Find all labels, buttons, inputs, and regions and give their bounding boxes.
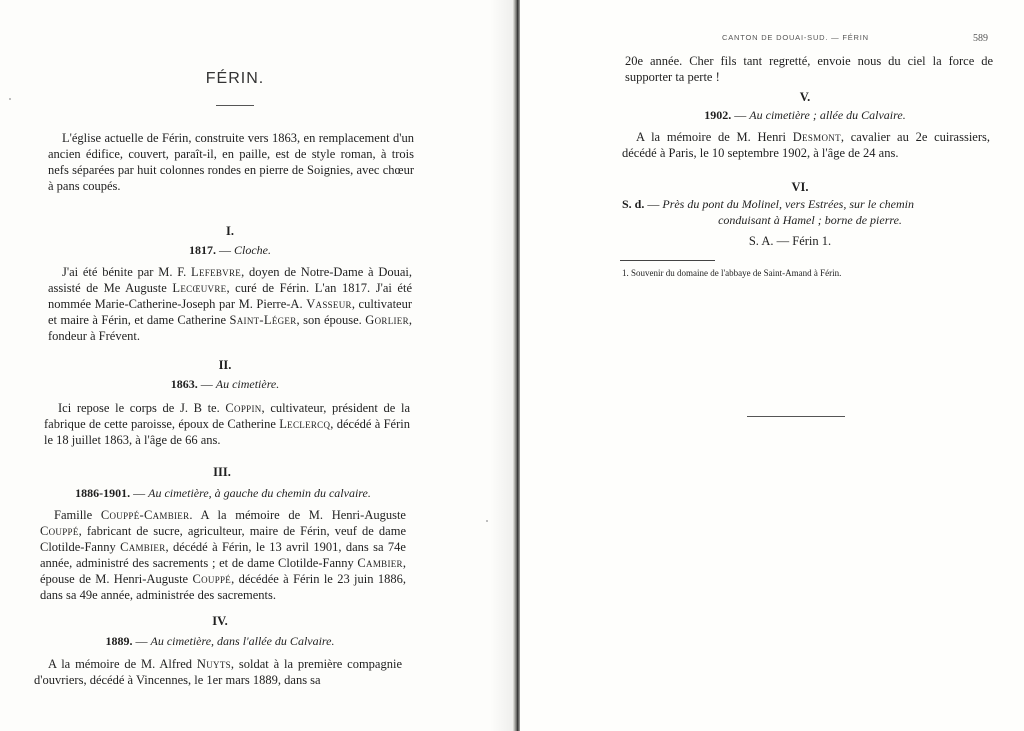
section-heading: 1889. — Au cimetière, dans l'allée du Calvaire. <box>105 634 335 648</box>
section-place: Cloche. <box>234 243 271 257</box>
section-year: 1889. <box>105 634 133 648</box>
section-year: 1863. <box>170 377 198 391</box>
section-heading: 1886-1901. — Au cimetière, à gauche du chemin du calvaire. <box>75 486 371 500</box>
section-body <box>34 656 402 688</box>
section-numeral: I. <box>226 224 234 238</box>
section-body-text: A la mémoire de M. Alfred Nuyts, soldat à la première compagnie d'ouvriers, décédé à Vincennes, le 1er mars 1889, dans sa <box>34 657 402 687</box>
section-heading: S. d. — Près du pont du Molinel, vers Estrées, sur le chemin <box>622 197 914 211</box>
section-body-text: J'ai été bénite par M. F. Lefebvre, doyen de Notre-Dame à Douai, assisté de Me Auguste Lecœuvre, curé de Férin. L'an 1817. J'ai été nommée Marie-Catherine-Joseph par M. Pierre-A. Vasseur, cultivateur et maire à Férin, et dame Catherine Saint-Léger, son épouse. Gorlier, fondeur à Frévent. <box>48 265 413 343</box>
section-body-text: A la mémoire de M. Henri Desmont, cavalier au 2e cuirassiers, décédé à Paris, le 10 septembre 1902, à l'âge de 24 ans. <box>622 130 990 160</box>
section-heading: 1863. — Au cimetière. <box>170 377 280 391</box>
page-number: 589 <box>973 33 988 44</box>
footnote: 1. Souvenir du domaine de l'abbaye de Saint-Amand à Férin. <box>622 268 842 278</box>
section-numeral: VI. <box>791 180 809 194</box>
section-place: Au cimetière ; allée du Calvaire. <box>749 108 906 122</box>
section-place: Au cimetière, à gauche du chemin du calvaire. <box>148 486 371 500</box>
section-year: S. d. <box>622 197 645 211</box>
section-year: 1886-1901. <box>75 486 131 500</box>
gutter-shadow <box>490 0 514 731</box>
inscription-text: S. A. — Férin 1. <box>748 234 832 248</box>
intro-paragraph <box>48 130 414 194</box>
section-body <box>40 507 406 603</box>
section-body <box>622 129 990 161</box>
section-body <box>44 400 410 448</box>
section-place-continued: conduisant à Hamel ; borne de pierre. <box>718 213 902 227</box>
title-rule <box>216 105 254 106</box>
intro-text: L'église actuelle de Férin, construite vers 1863, en remplacement d'un ancien édifice, couvert, paraît-il, en paille, est de style roman, à trois nefs séparées par huit colonnes rondes en pierre de Soignies, avec chœur à pans coupés. <box>48 131 414 193</box>
section-heading: 1817. — Cloche. <box>189 243 271 257</box>
section-heading: 1902. — Au cimetière ; allée du Calvaire. <box>704 108 906 122</box>
section-place: Au cimetière. <box>215 377 280 391</box>
footnote-rule <box>620 260 715 261</box>
section-numeral: IV. <box>212 614 228 628</box>
section-numeral: II. <box>218 358 232 372</box>
continuation-paragraph <box>625 53 993 85</box>
section-heading-line2 <box>660 213 960 228</box>
running-head: CANTON DE DOUAI-SUD. — FÉRIN <box>722 33 869 42</box>
section-body-text: Famille Couppé-Cambier. A la mémoire de M. Henri-Auguste Couppé, fabricant de sucre, agriculteur, maire de Férin, veuf de dame Clotilde-Fanny Cambier, décédé à Férin, le 13 avril 1901, dans sa 74e année, administré des sacrements ; et de dame Clotilde-Fanny Cambier, épouse de M. Henri-Auguste Couppé, décédée à Férin le 23 juin 1886, dans sa 49e année, administrée des sacrements. <box>40 508 406 602</box>
section-place: Au cimetière, dans l'allée du Calvaire. <box>150 634 335 648</box>
section-body <box>48 264 412 344</box>
section-numeral: III. <box>213 465 231 479</box>
section-numeral: V. <box>799 90 811 104</box>
section-place: Près du pont du Molinel, vers Estrées, sur le chemin <box>662 197 914 211</box>
section-year: 1902. <box>704 108 732 122</box>
continuation-text: 20e année. Cher fils tant regretté, envoie nous du ciel la force de supporter ta perte ! <box>625 54 993 84</box>
end-rule <box>747 416 845 417</box>
section-body-text: Ici repose le corps de J. B te. Coppin, cultivateur, président de la fabrique de cette paroisse, époux de Catherine Leclercq, décédé à Férin le 18 juillet 1863, à l'âge de 66 ans. <box>44 401 410 447</box>
section-year: 1817. <box>189 243 216 257</box>
page-title: FÉRIN. <box>205 70 265 87</box>
